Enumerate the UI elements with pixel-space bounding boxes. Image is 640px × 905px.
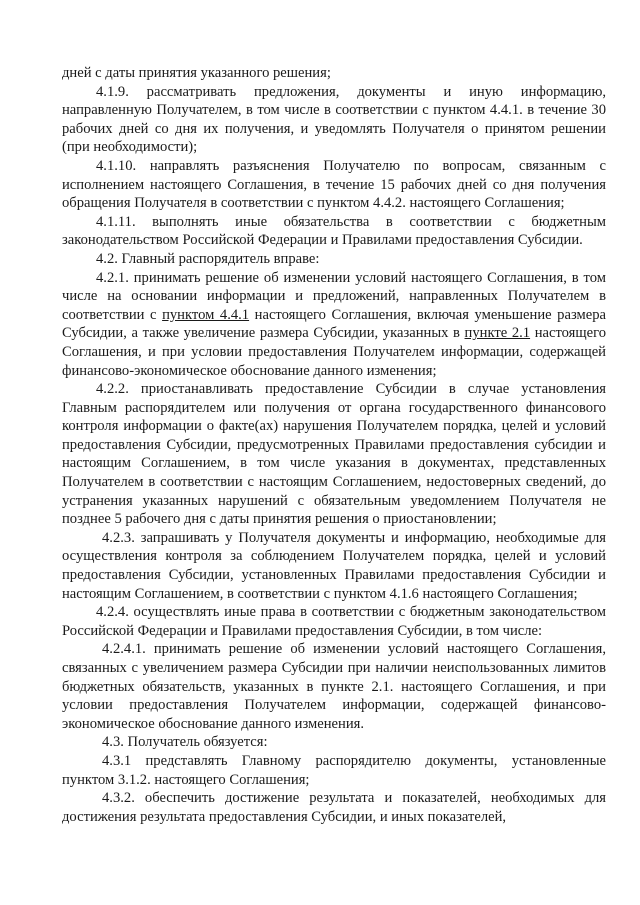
link-point-2-1[interactable]: пункте 2.1: [464, 325, 531, 342]
paragraph-4-2-1-text-b: настоящего Соглашения, включая уменьшение размера Субсидии, а также увеличение размера Субсидии, указанных в: [62, 306, 607, 342]
paragraph-4-2-1-text-a: 4.2.1. принимать решение об изменении условий настоящего Соглашения, в том числе на основании информации и предложений, направленных Получателем в соответствии с: [62, 269, 606, 323]
paragraph-4-3-1: 4.3.1 представлять Главному распорядителю документы, установленные пунктом 3.1.2. настоящего Соглашения;: [62, 752, 606, 788]
paragraph-4-3-heading: 4.3. Получатель обязуется:: [102, 734, 268, 751]
paragraph-4-2-4: 4.2.4. осуществлять иные права в соответствии с бюджетным законодательством Российской Федерации и Правилами предоставления Субсидии, в том числе:: [62, 604, 606, 639]
paragraph-4-2-4-1: 4.2.4.1. принимать решение об изменении условий настоящего Соглашения, связанных с увеличением размера Субсидии при наличии неиспользованных лимитов бюджетных обязательств, указанных в пункте 2.1. настоящего Соглашения, и при условии предоставления Получателем информации, содержащей финансово-экономическое обоснование данного изменения.: [62, 641, 606, 732]
paragraph-4-2-heading: 4.2. Главный распорядитель вправе:: [96, 250, 320, 267]
paragraph-4-2-1: [62, 269, 606, 381]
paragraph-4-1-11: 4.1.11. выполнять иные обязательства в соответствии с бюджетным законодательством Российской Федерации и Правилами предоставления Субсидии.: [62, 213, 606, 249]
link-point-4-4-1[interactable]: пунктом 4.4.1: [162, 306, 250, 323]
paragraph-4-1-10: 4.1.10. направлять разъяснения Получателю по вопросам, связанным с исполнением настоящего Соглашения, в течение 15 рабочих дней со дня получения обращения Получателя в соответствии с пунктом 4.4.2. настоящего Соглашения;: [62, 157, 606, 212]
paragraph-4-2-2: 4.2.2. приостанавливать предоставление Субсидии в случае установления Главным распорядителем или получения от органа государственного финансового контроля информации о факте(ах) нарушения Получателем порядка, целей и условий предоставления Субсидии, предусмотренных Правилами предоставления субсидии и настоящим Соглашением, в том числе указания в документах, представленных Получателем в соответствии с настоящим Соглашением, недостоверных сведений, до устранения указанных нарушений с обязательным уведомлением Получателя не позднее 5 рабочего дня с даты принятия решения о приостановлении;: [62, 381, 606, 528]
paragraph-4-3-2: 4.3.2. обеспечить достижение результата и показателей, необходимых для достижения результата предоставления Субсидии, и иных показателей,: [62, 790, 606, 825]
paragraph-4-1-9: 4.1.9. рассматривать предложения, документы и иную информацию, направленную Получателем, в том числе в соответствии с пунктом 4.4.1. в течение 30 рабочих дней со дня их получения, и уведомлять Получателя о принятом решении (при необходимости);: [62, 83, 606, 156]
paragraph-4-2-3: 4.2.3. запрашивать у Получателя документы и информацию, необходимые для осуществления контроля за соблюдением Получателем порядка, целей и условий предоставления Субсидии, установленных Правилами предоставления Субсидии и настоящим Соглашением, в соответствии с пунктом 4.1.6 настоящего Соглашения;: [62, 529, 606, 602]
paragraph-continuation: дней с даты принятия указанного решения;: [62, 65, 331, 81]
document-body: [62, 64, 606, 826]
paragraph-4-2-1-text-c: настоящего Соглашения, и при условии предоставления Получателем информации, содержащей финансово-экономическое обоснование данного изменения;: [62, 325, 607, 379]
